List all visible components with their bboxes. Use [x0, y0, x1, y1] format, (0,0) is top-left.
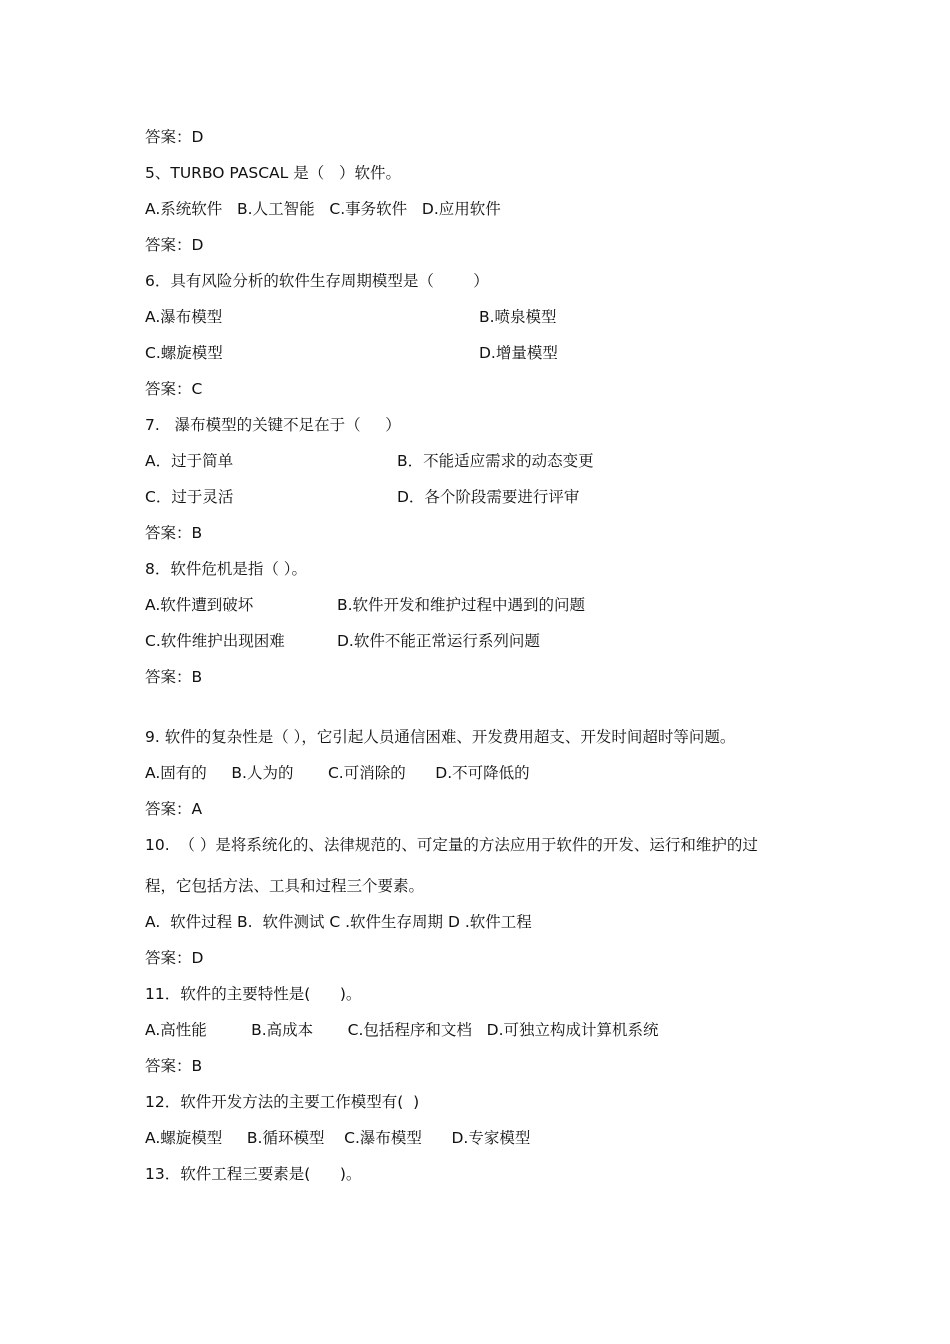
question-8-option-b: B.软件开发和维护过程中遇到的问题 [337, 596, 586, 614]
answer-q8: 答案：B [145, 668, 203, 686]
question-10-line-1: 10. （ ）是将系统化的、法律规范的、可定量的方法应用于软件的开发、运行和维护的过 [145, 836, 758, 854]
question-7-option-c: C．过于灵活 [145, 488, 234, 506]
question-8: 8．软件危机是指（ ）。 [145, 560, 308, 578]
question-6-option-d: D.增量模型 [479, 344, 558, 362]
answer-q7: 答案：B [145, 524, 203, 542]
question-11-options: A.高性能 B.高成本 C.包括程序和文档 D.可独立构成计算机系统 [145, 1021, 659, 1039]
question-8-option-c: C.软件维护出现困难 [145, 632, 285, 650]
question-12-options: A.螺旋模型 B.循环模型 C.瀑布模型 D.专家模型 [145, 1129, 531, 1147]
answer-q6: 答案：C [145, 380, 203, 398]
question-7-option-d: D．各个阶段需要进行评审 [397, 488, 580, 506]
question-7-option-b: B．不能适应需求的动态变更 [397, 452, 594, 470]
question-8-option-a: A.软件遭到破坏 [145, 596, 254, 614]
question-12: 12．软件开发方法的主要工作模型有( ) [145, 1093, 420, 1111]
question-6-option-b: B.喷泉模型 [479, 308, 557, 326]
question-10-options: A. 软件过程 B. 软件测试 C .软件生存周期 D .软件工程 [145, 913, 532, 931]
answer-q4: 答案：D [145, 128, 204, 146]
question-9-options: A.固有的 B.人为的 C.可消除的 D.不可降低的 [145, 764, 530, 782]
answer-q9: 答案：A [145, 800, 203, 818]
question-11: 11．软件的主要特性是( )。 [145, 985, 362, 1003]
question-10-line-2: 程，它包括方法、工具和过程三个要素。 [145, 877, 425, 895]
answer-q10: 答案：D [145, 949, 204, 967]
question-7-option-a: A．过于简单 [145, 452, 234, 470]
answer-q5: 答案：D [145, 236, 204, 254]
question-6: 6．具有风险分析的软件生存周期模型是（ ） [145, 272, 489, 290]
question-6-option-a: A.瀑布模型 [145, 308, 223, 326]
question-13: 13．软件工程三要素是( )。 [145, 1165, 362, 1183]
question-8-option-d: D.软件不能正常运行系列问题 [337, 632, 540, 650]
question-9: 9. 软件的复杂性是（ ），它引起人员通信困难、开发费用超支、开发时间超时等问题。 [145, 728, 736, 746]
question-7: 7. 瀑布模型的关键不足在于（ ） [145, 416, 401, 434]
question-5-options: A.系统软件 B.人工智能 C.事务软件 D.应用软件 [145, 200, 501, 218]
answer-q11: 答案：B [145, 1057, 203, 1075]
question-5: 5、TURBO PASCAL 是（ ）软件。 [145, 164, 402, 182]
question-6-option-c: C.螺旋模型 [145, 344, 223, 362]
